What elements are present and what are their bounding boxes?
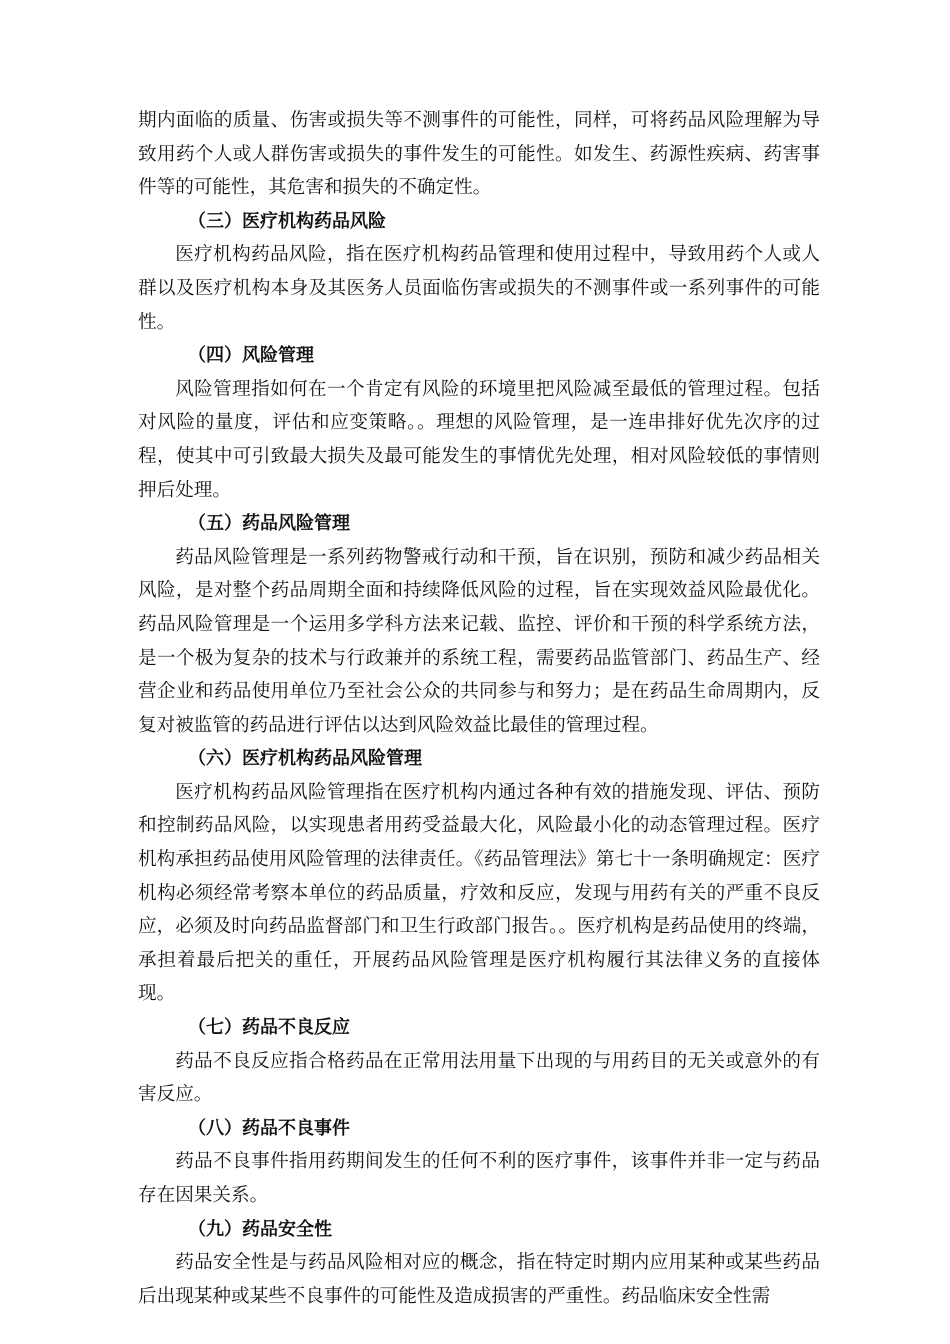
- section-body: 药品不良反应指合格药品在正常用法用量下出现的与用药目的无关或意外的有害反应。: [138, 1050, 820, 1106]
- section-heading: （七）药品不良反应: [188, 1017, 350, 1039]
- section-heading: （五）药品风险管理: [188, 513, 350, 535]
- section-heading: （六）医疗机构药品风险管理: [188, 748, 422, 770]
- section-body: 药品风险管理是一系列药物警戒行动和干预，旨在识别，预防和减少药品相关风险，是对整个药品周期全面和持续降低风险的过程，旨在实现效益风险最优化。药品风险管理是一个运用多学科方法来记载、监控、评价和干预的科学系统方法，是一个极为复杂的技术与行政兼并的系统工程，需要药品监管部门、药品生产、经营企业和药品使用单位乃至社会公众的共同参与和努力；是在药品生命周期内，反复对被监管的药品进行评估以达到风险效益比最佳的管理过程。: [138, 546, 820, 736]
- section-body: 药品不良事件指用药期间发生的任何不利的医疗事件，该事件并非一定与药品存在因果关系。: [138, 1151, 820, 1206]
- section-heading: （八）药品不良事件: [188, 1117, 350, 1139]
- section-6: [138, 742, 820, 1011]
- section-body: 风险管理指如何在一个肯定有风险的环境里把风险减至最低的管理过程。包括对风险的量度，评估和应变策略。。理想的风险管理，是一连串排好优先次序的过程，使其中可引致最大损失及最可能发生的事情优先处理，相对风险较低的事情则押后处理。: [138, 378, 820, 501]
- section-5: [138, 507, 820, 742]
- section-9: [138, 1213, 820, 1314]
- section-body: 医疗机构药品风险，指在医疗机构药品管理和使用过程中，导致用药个人或人群以及医疗机构本身及其医务人员面临伤害或损失的不测事件或一系列事件的可能性。: [138, 244, 820, 333]
- document-page: [138, 104, 820, 1313]
- section-4: [138, 339, 820, 507]
- section-7: [138, 1011, 820, 1112]
- intro-paragraph: 期内面临的质量、伤害或损失等不测事件的可能性，同样，可将药品风险理解为导致用药个人或人群伤害或损失的事件发生的可能性。如发生、药源性疾病、药害事件等的可能性，其危害和损失的不确定性。: [138, 110, 820, 199]
- section-body: 医疗机构药品风险管理指在医疗机构内通过各种有效的措施发现、评估、预防和控制药品风险，以实现患者用药受益最大化，风险最小化的动态管理过程。医疗机构承担药品使用风险管理的法律责任。《药品管理法》第七十一条明确规定：医疗机构必须经常考察本单位的药品质量，疗效和反应，发现与用药有关的严重不良反应，必须及时向药品监督部门和卫生行政部门报告。。医疗机构是药品使用的终端，承担着最后把关的重任，开展药品风险管理是医疗机构履行其法律义务的直接体现。: [138, 781, 820, 1005]
- section-body: 药品安全性是与药品风险相对应的概念，指在特定时期内应用某种或某些药品后出现某种或某些不良事件的可能性及造成损害的严重性。药品临床安全性需: [138, 1252, 820, 1307]
- section-heading: （九）药品安全性: [188, 1218, 332, 1240]
- section-3: [138, 205, 820, 339]
- section-heading: （三）医疗机构药品风险: [188, 210, 386, 232]
- section-8: [138, 1112, 820, 1213]
- section-heading: （四）风险管理: [188, 345, 314, 367]
